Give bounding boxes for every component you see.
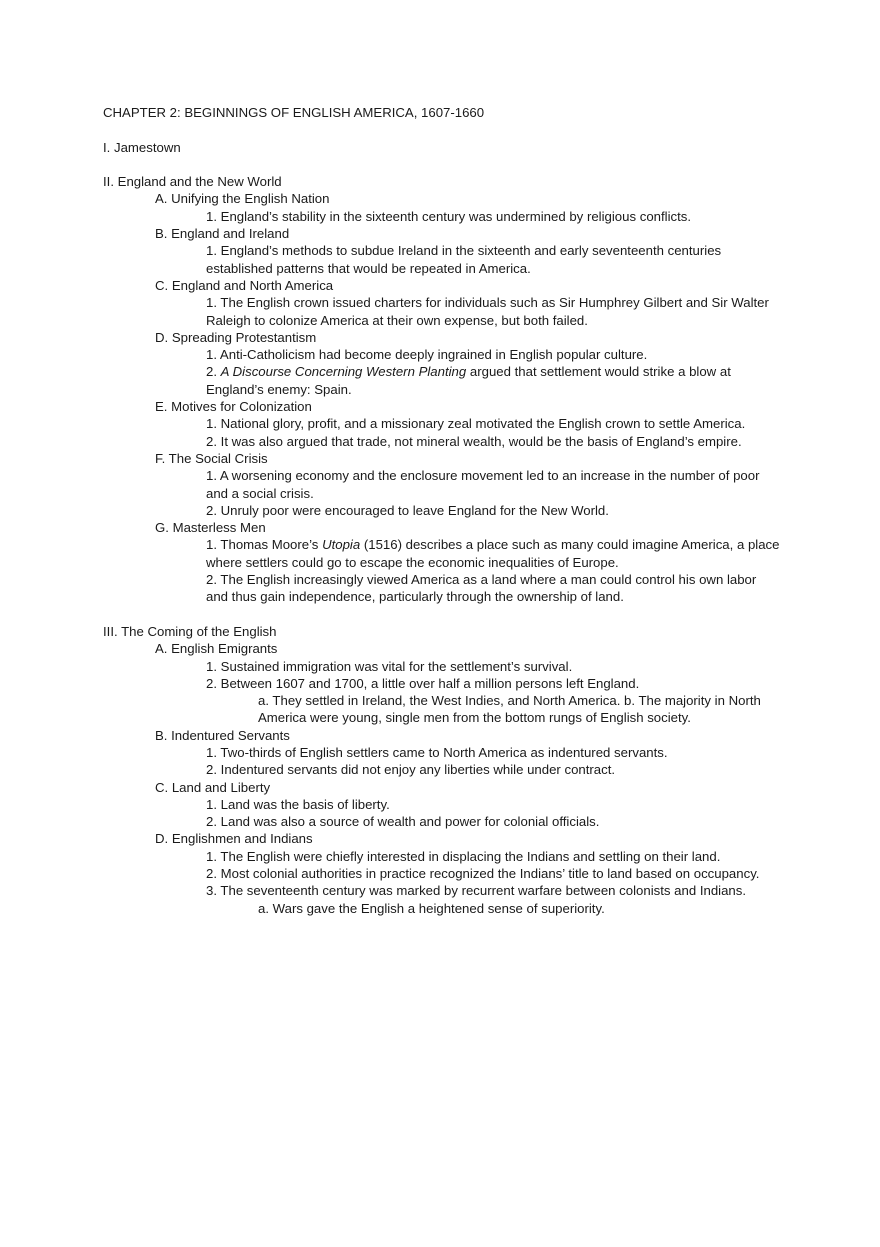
item-text: 1. Land was the basis of liberty. (206, 796, 390, 812)
item-text: 2. Most colonial authorities in practice recognized the Indians’ title to land based on occupancy. (206, 866, 760, 882)
subsection-heading: C. England and North America (155, 277, 334, 293)
outline-item (206, 433, 781, 450)
item-text: 1. Two-thirds of English settlers came to North America as indentured servants. (206, 744, 668, 760)
outline-item (206, 761, 781, 778)
subsection-heading: C. Land and Liberty (155, 779, 271, 795)
item-text: 2. The English increasingly viewed America as a land where a man could control his own labor and thus gain independence, particularly through the ownership of land. (206, 572, 757, 605)
outline-item (206, 813, 781, 830)
section-heading: II. England and the New World (103, 174, 282, 190)
outline-item (206, 848, 781, 865)
item-text: 2. It was also argued that trade, not mineral wealth, would be the basis of England’s empire. (206, 433, 742, 449)
item-text: 1. England’s methods to subdue Ireland in the sixteenth and early seventeenth centuries established patterns that would be repeated in America. (206, 243, 722, 276)
section-heading: III. The Coming of the English (103, 623, 277, 639)
subsection-heading: A. Unifying the English Nation (155, 191, 330, 207)
item-text: 1. National glory, profit, and a missionary zeal motivated the English crown to settle America. (206, 416, 746, 432)
item-text: 1. England’s stability in the sixteenth century was undermined by religious conflicts. (206, 208, 692, 224)
section-heading: I. Jamestown (103, 139, 181, 155)
item-text: 1. The English were chiefly interested in displacing the Indians and settling on their land. (206, 848, 721, 864)
subsection-heading: B. Indentured Servants (155, 727, 290, 743)
subsection-heading: B. England and Ireland (155, 226, 290, 242)
outline-item (206, 415, 781, 432)
item-text: 1. Anti-Catholicism had become deeply ingrained in English popular culture. (206, 347, 648, 363)
outline-item (206, 744, 781, 761)
outline (103, 121, 783, 917)
item-text: 2. Land was also a source of wealth and power for colonial officials. (206, 814, 600, 830)
document-page (103, 104, 783, 917)
spacer (103, 121, 783, 138)
item-text: 1. Sustained immigration was vital for the settlement’s survival. (206, 658, 573, 674)
italic-title: A Discourse Concerning Western Planting (220, 364, 467, 380)
outline-item (206, 294, 781, 329)
outline-item (206, 882, 781, 899)
outline-item (206, 346, 781, 363)
outline-subitem: a. Wars gave the English a heightened sense of superiority. (258, 900, 605, 916)
subsection-heading: E. Motives for Colonization (155, 399, 312, 415)
subsection-heading: D. Englishmen and Indians (155, 831, 313, 847)
subsection-heading: G. Masterless Men (155, 520, 266, 536)
item-text: argued that settlement would strike a blow at England’s enemy: Spain. (206, 364, 731, 397)
spacer (103, 606, 783, 623)
outline-item (206, 242, 781, 277)
subsection-heading: A. English Emigrants (155, 641, 278, 657)
item-text: 1. Thomas Moore’s (206, 537, 323, 553)
outline-item (206, 363, 781, 398)
item-text: 2. Indentured servants did not enjoy any liberties while under contract. (206, 762, 616, 778)
item-text: 3. The seventeenth century was marked by recurrent warfare between colonists and Indians. (206, 883, 747, 899)
outline-item (206, 865, 781, 882)
item-text: 1. The English crown issued charters for individuals such as Sir Humphrey Gilbert and Sir Walter Raleigh to colonize America at their own expense, but both failed. (206, 295, 769, 328)
item-text: 2. Between 1607 and 1700, a little over half a million persons left England. (206, 675, 640, 691)
outline-item (206, 502, 781, 519)
item-text: (1516) describes a place such as many could imagine America, a place where settlers could go to escape the economic inequalities of Europe. (206, 537, 780, 570)
item-text: 2. Unruly poor were encouraged to leave England for the New World. (206, 502, 609, 518)
item-text: 1. A worsening economy and the enclosure movement led to an increase in the number of poor and a social crisis. (206, 468, 760, 501)
spacer (103, 156, 783, 173)
subsection-heading: F. The Social Crisis (155, 450, 268, 466)
outline-subitem: a. They settled in Ireland, the West Indies, and North America. b. The majority in North America were young, single men from the bottom rungs of English society. (258, 693, 761, 726)
outline-item (206, 467, 781, 502)
subsection-heading: D. Spreading Protestantism (155, 329, 317, 345)
outline-item (206, 796, 781, 813)
chapter-title: CHAPTER 2: BEGINNINGS OF ENGLISH AMERICA, 1607-1660 (103, 105, 485, 120)
outline-item (206, 571, 781, 606)
outline-item (206, 675, 781, 692)
outline-item (206, 208, 781, 225)
italic-title: Utopia (322, 537, 361, 553)
outline-item (206, 536, 781, 571)
outline-item (206, 658, 781, 675)
item-text: 2. (206, 364, 221, 380)
